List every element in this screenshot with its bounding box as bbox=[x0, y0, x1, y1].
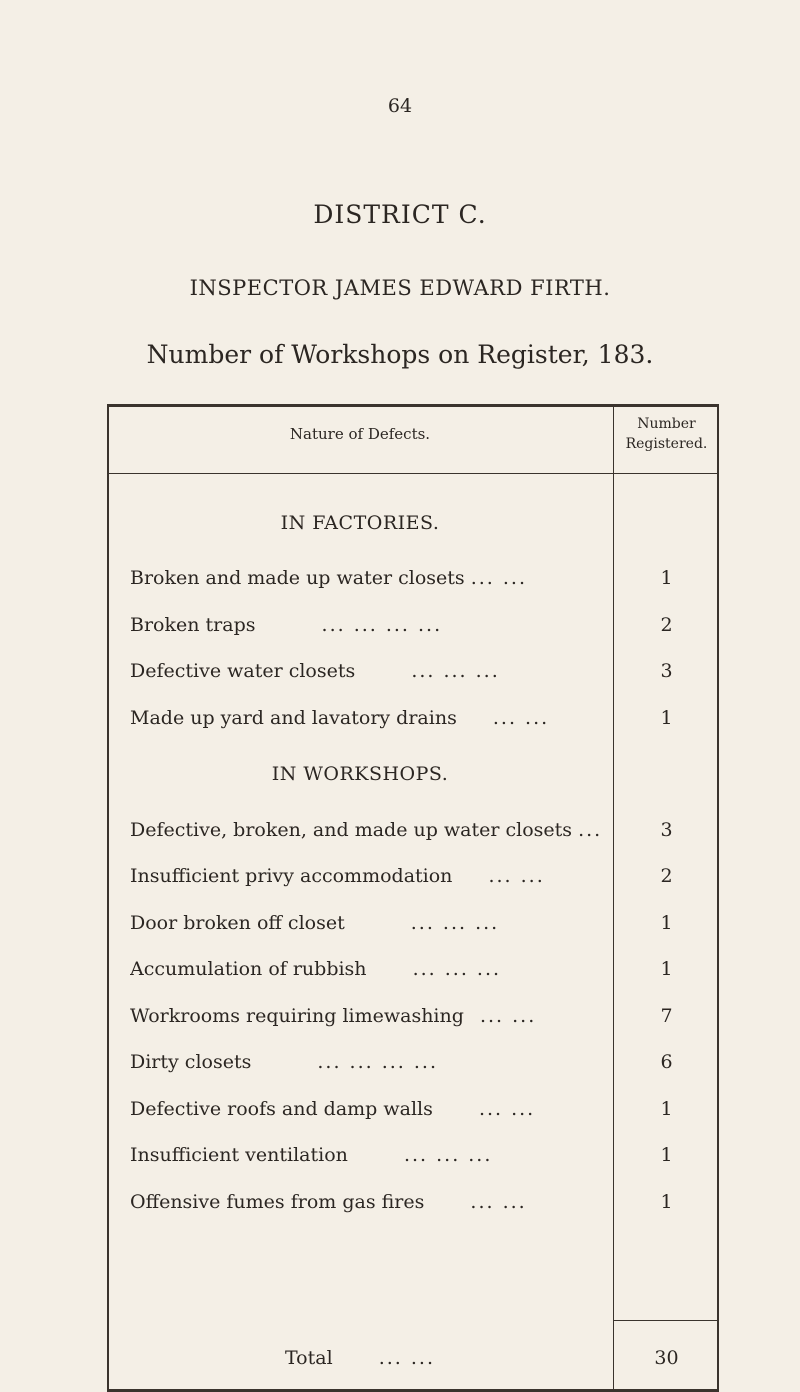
row-value: 2 bbox=[660, 614, 673, 636]
column-divider bbox=[613, 404, 614, 1391]
row-dots: ... ... bbox=[478, 1098, 536, 1120]
total-label bbox=[107, 1347, 613, 1369]
inspector-heading: INSPECTOR JAMES EDWARD FIRTH. bbox=[189, 276, 611, 300]
row-label: Defective roofs and damp walls bbox=[130, 1098, 433, 1120]
table-row bbox=[130, 865, 610, 887]
row-value: 3 bbox=[660, 819, 673, 841]
table-row bbox=[130, 614, 610, 636]
row-dots: ... ... bbox=[470, 567, 527, 589]
table-row bbox=[130, 660, 610, 682]
table-row bbox=[130, 958, 610, 980]
row-dots: ... ... ... bbox=[412, 958, 502, 980]
row-value: 1 bbox=[660, 707, 673, 729]
row-dots: ... ... ... bbox=[403, 1144, 493, 1166]
table-row bbox=[130, 1051, 610, 1073]
row-dots: ... ... bbox=[492, 707, 550, 729]
table-row bbox=[130, 707, 610, 729]
row-label: Made up yard and lavatory drains bbox=[130, 707, 457, 729]
row-dots: ... ... bbox=[470, 1191, 527, 1213]
row-value: 1 bbox=[660, 912, 673, 934]
row-dots: ... ... ... ... bbox=[317, 1051, 438, 1073]
total-rule bbox=[613, 1320, 719, 1321]
row-value: 1 bbox=[660, 1098, 673, 1120]
total-text: Total bbox=[284, 1347, 333, 1369]
table-row bbox=[130, 1005, 610, 1027]
header-number-line2: Registered. bbox=[625, 436, 708, 452]
row-label: Broken and made up water closets bbox=[130, 567, 465, 589]
row-dots: ... ... ... bbox=[410, 912, 500, 934]
header-nature-of-defects: Nature of Defects. bbox=[289, 425, 431, 443]
row-label: Dirty closets bbox=[130, 1051, 252, 1073]
total-dots: ... ... bbox=[378, 1347, 435, 1369]
row-value: 1 bbox=[660, 1191, 673, 1213]
header-rule bbox=[107, 473, 719, 474]
row-label: Door broken off closet bbox=[130, 912, 345, 934]
header-number-line1: Number bbox=[637, 416, 696, 432]
row-value: 3 bbox=[660, 660, 673, 682]
row-value: 1 bbox=[660, 567, 673, 589]
row-label: Insufficient ventilation bbox=[130, 1144, 348, 1166]
row-value: 6 bbox=[660, 1051, 673, 1073]
district-heading: DISTRICT C. bbox=[313, 200, 487, 229]
table-row bbox=[130, 1144, 610, 1166]
row-label: Offensive fumes from gas fires bbox=[130, 1191, 425, 1213]
table-row bbox=[130, 567, 610, 589]
row-label: Insufficient privy accommodation bbox=[130, 865, 453, 887]
row-value: 2 bbox=[660, 865, 673, 887]
row-value: 7 bbox=[660, 1005, 673, 1027]
row-label: Broken traps bbox=[130, 614, 256, 636]
table-row bbox=[130, 819, 610, 841]
table-row bbox=[130, 1191, 610, 1213]
row-label: Defective, broken, and made up water closets bbox=[130, 819, 573, 841]
page-number: 64 bbox=[387, 95, 413, 117]
header-number-registered bbox=[614, 414, 719, 454]
section-title-factories: IN FACTORIES. bbox=[280, 512, 440, 534]
workshops-register-line: Number of Workshops on Register, 183. bbox=[146, 340, 654, 369]
row-value: 1 bbox=[660, 958, 673, 980]
row-value: 1 bbox=[660, 1144, 673, 1166]
row-label: Defective water closets bbox=[130, 660, 356, 682]
row-dots: ... ... bbox=[488, 865, 545, 887]
section-title-workshops: IN WORKSHOPS. bbox=[271, 763, 449, 785]
table-row bbox=[130, 1098, 610, 1120]
table-row bbox=[130, 912, 610, 934]
row-dots: ... ... ... ... bbox=[321, 614, 443, 636]
row-dots: ... ... ... bbox=[411, 660, 500, 682]
row-label: Workrooms requiring limewashing bbox=[130, 1005, 464, 1027]
row-dots: ... ... bbox=[479, 1005, 537, 1027]
row-dots: ... bbox=[578, 819, 603, 841]
defects-table bbox=[107, 404, 719, 1390]
total-value: 30 bbox=[654, 1347, 679, 1369]
row-label: Accumulation of rubbish bbox=[130, 958, 367, 980]
